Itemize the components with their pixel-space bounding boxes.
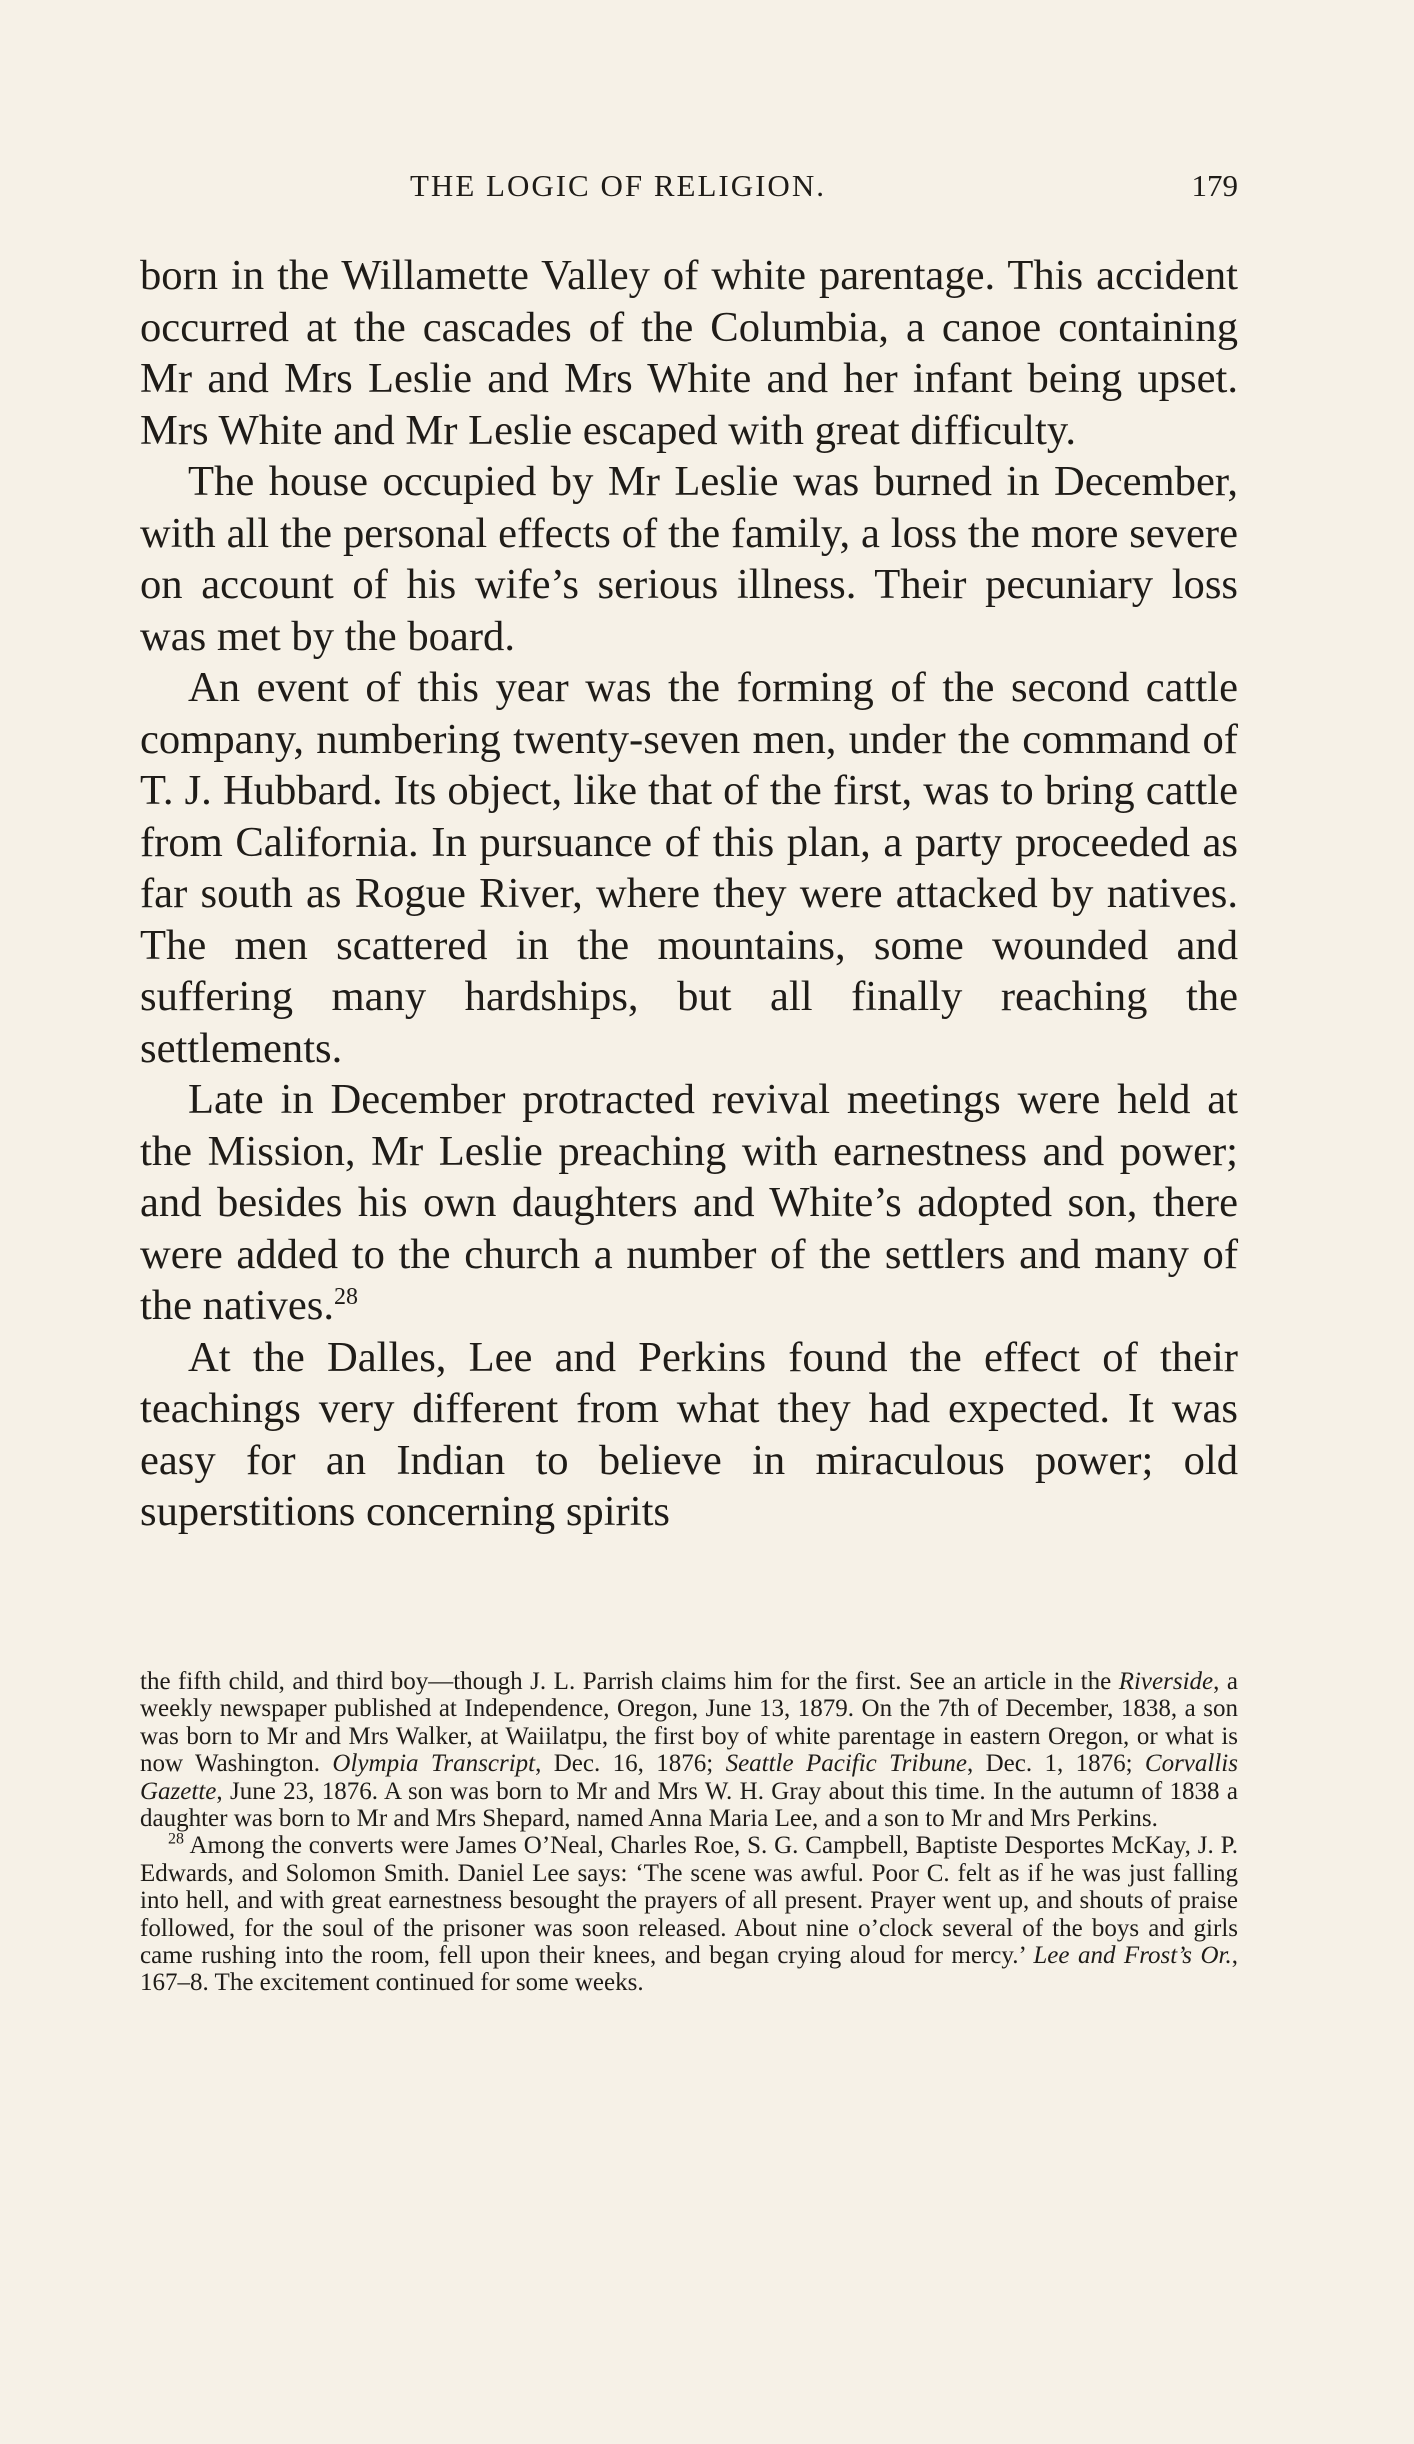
footnote-text: , 167–8. The excitement continued for some weeks. [140,1942,1238,1997]
footnote-text: the fifth child, and third boy—though J. L. Parrish claims him for the first. See an article in the [140,1668,1119,1695]
footnote-text: , a weekly newspaper published at Independence, Oregon, June 13, 1879. On the 7th of December, 1838, a son was born to Mr and Mrs Walker, at Waiilatpu, the first boy of white parentage in eastern Oregon, or what is now Washington. [140,1668,1238,1778]
citation-title: Seattle Pacific Tribune [725,1750,967,1778]
paragraph-4 [140,1074,1238,1332]
page-number: 179 [1191,168,1238,203]
paragraph-3: An event of this year was the forming of the second cattle company, numbering twenty-seven men, under the command of T. J. Hubbard. Its object, like that of the first, was to bring cattle from California. In pursuance of this plan, a party proceeded as far south as Rogue River, where they were attacked by natives. The men scattered in the mountains, some wounded and suffering many hardships, but all finally reaching the settlements. [140,664,1238,1072]
citation-title: Olympia Transcript [332,1750,536,1778]
footnote-text: , June 23, 1876. A son was born to Mr and Mrs W. H. Gray about this time. In the autumn of 1838 a daughter was born to Mr and Mrs Shepard, named Anna Maria Lee, and a son to Mr and Mrs Perkins. [140,1777,1238,1833]
main-text [140,250,1238,1538]
footnotes [140,1668,1238,1997]
paragraph-4-text: Late in December protracted revival meetings were held at the Mission, Mr Leslie preaching with earnestness and power; and besides his own daughters and White’s adopted son, there were added to the church a number of the settlers and many of the natives. [140,1076,1238,1329]
citation-title: Riverside [1118,1668,1214,1695]
paragraph-2: The house occupied by Mr Leslie was burned in December, with all the personal effects of the family, a loss the more severe on account of his wife’s serious illness. Their pecuniary loss was met by the board. [140,458,1238,660]
page-header [140,168,1238,218]
footnote-number: 28 [168,1831,184,1849]
paragraph-5: At the Dalles, Lee and Perkins found the effect of their teachings very different from what they had expected. It was easy for an Indian to believe in miraculous power; old superstitions concerning spirits [140,1333,1238,1535]
citation-title: Lee and Frost’s Or. [1033,1942,1232,1970]
footnote-text: , Dec. 1, 1876; [966,1750,1145,1778]
footnote-continued [140,1668,1238,1832]
paragraph-1: born in the Willamette Valley of white parentage. This accident occurred at the cascades of the Columbia, a canoe containing Mr and Mrs Leslie and Mrs White and her infant being upset. Mrs White and Mr Leslie escaped with great difficulty. [140,252,1238,454]
footnote-text: Among the converts were James O’Neal, Charles Roe, S. G. Campbell, Baptiste Desportes McKay, J. P. Edwards, and Solomon Smith. Daniel Lee says: ‘The scene was awful. Poor C. felt as if he was just falling into hell, and with great earnestness besought the prayers of all present. Prayer went up, and shouts of praise followed, for the soul of the prisoner was soon released. About nine o’clock several of the boys and girls came rushing into the room, fell upon their knees, and began crying aloud for mercy.’ [140,1832,1238,1970]
footnote-28 [140,1832,1238,1996]
running-head: THE LOGIC OF RELIGION. [410,168,826,203]
footnote-text: , Dec. 16, 1876; [535,1750,726,1778]
citation-title: Corvallis Gazette [140,1750,1238,1805]
footnote-ref-28[interactable]: 28 [333,1283,358,1310]
